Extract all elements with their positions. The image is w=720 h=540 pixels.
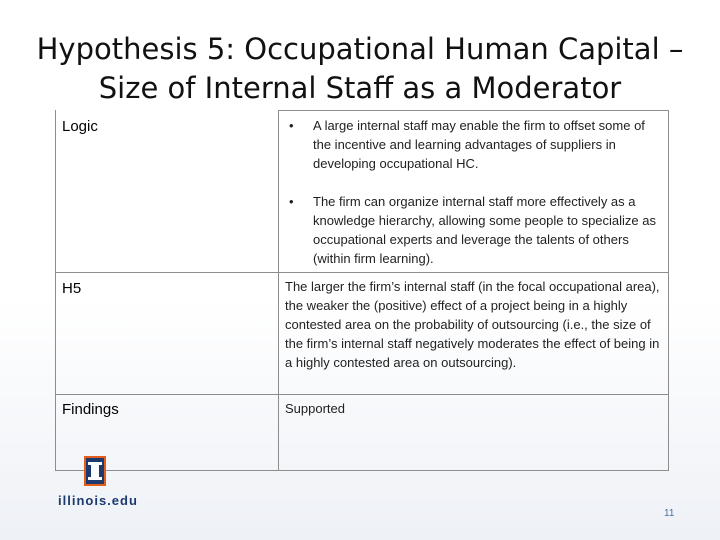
row-divider-top <box>278 110 668 111</box>
findings-text: Supported <box>285 401 345 416</box>
row-divider <box>56 272 668 273</box>
row-label-h5: H5 <box>62 280 82 297</box>
row-divider <box>56 394 668 395</box>
page-number: 11 <box>664 508 675 519</box>
column-divider <box>278 110 279 470</box>
slide-title: Hypothesis 5: Occupational Human Capital – Size of Internal Staff as a Moderator <box>36 32 684 105</box>
hypothesis-table <box>55 110 669 471</box>
logic-bullet-2-text: The firm can organize internal staff more effectively as a knowledge hierarchy, allowing some people to specialize as occupational experts and leverage the talents of others (within firm learning). <box>313 194 657 266</box>
h5-text: The larger the firm’s internal staff (in the focal occupational area), the weaker the (positive) effect of a project being in a highly contested area on the probability of outsourcing (i.e., the size of the firm’s internal staff negatively moderates the effect of being in a highly contested area on outsourcing). <box>285 279 660 370</box>
illinois-wordmark: illinois.edu <box>58 493 138 508</box>
illinois-logo-icon <box>84 456 106 486</box>
logic-bullet-1 <box>285 116 665 176</box>
bullet-icon: • <box>289 118 294 133</box>
bullet-icon: • <box>289 194 294 209</box>
logic-bullet-1-text: A large internal staff may enable the firm to offset some of the incentive and learning advantages of suppliers in developing occupational HC. <box>313 118 645 171</box>
row-label-logic: Logic <box>62 118 98 135</box>
logic-bullet-2 <box>285 192 665 270</box>
row-label-findings: Findings <box>62 401 119 418</box>
